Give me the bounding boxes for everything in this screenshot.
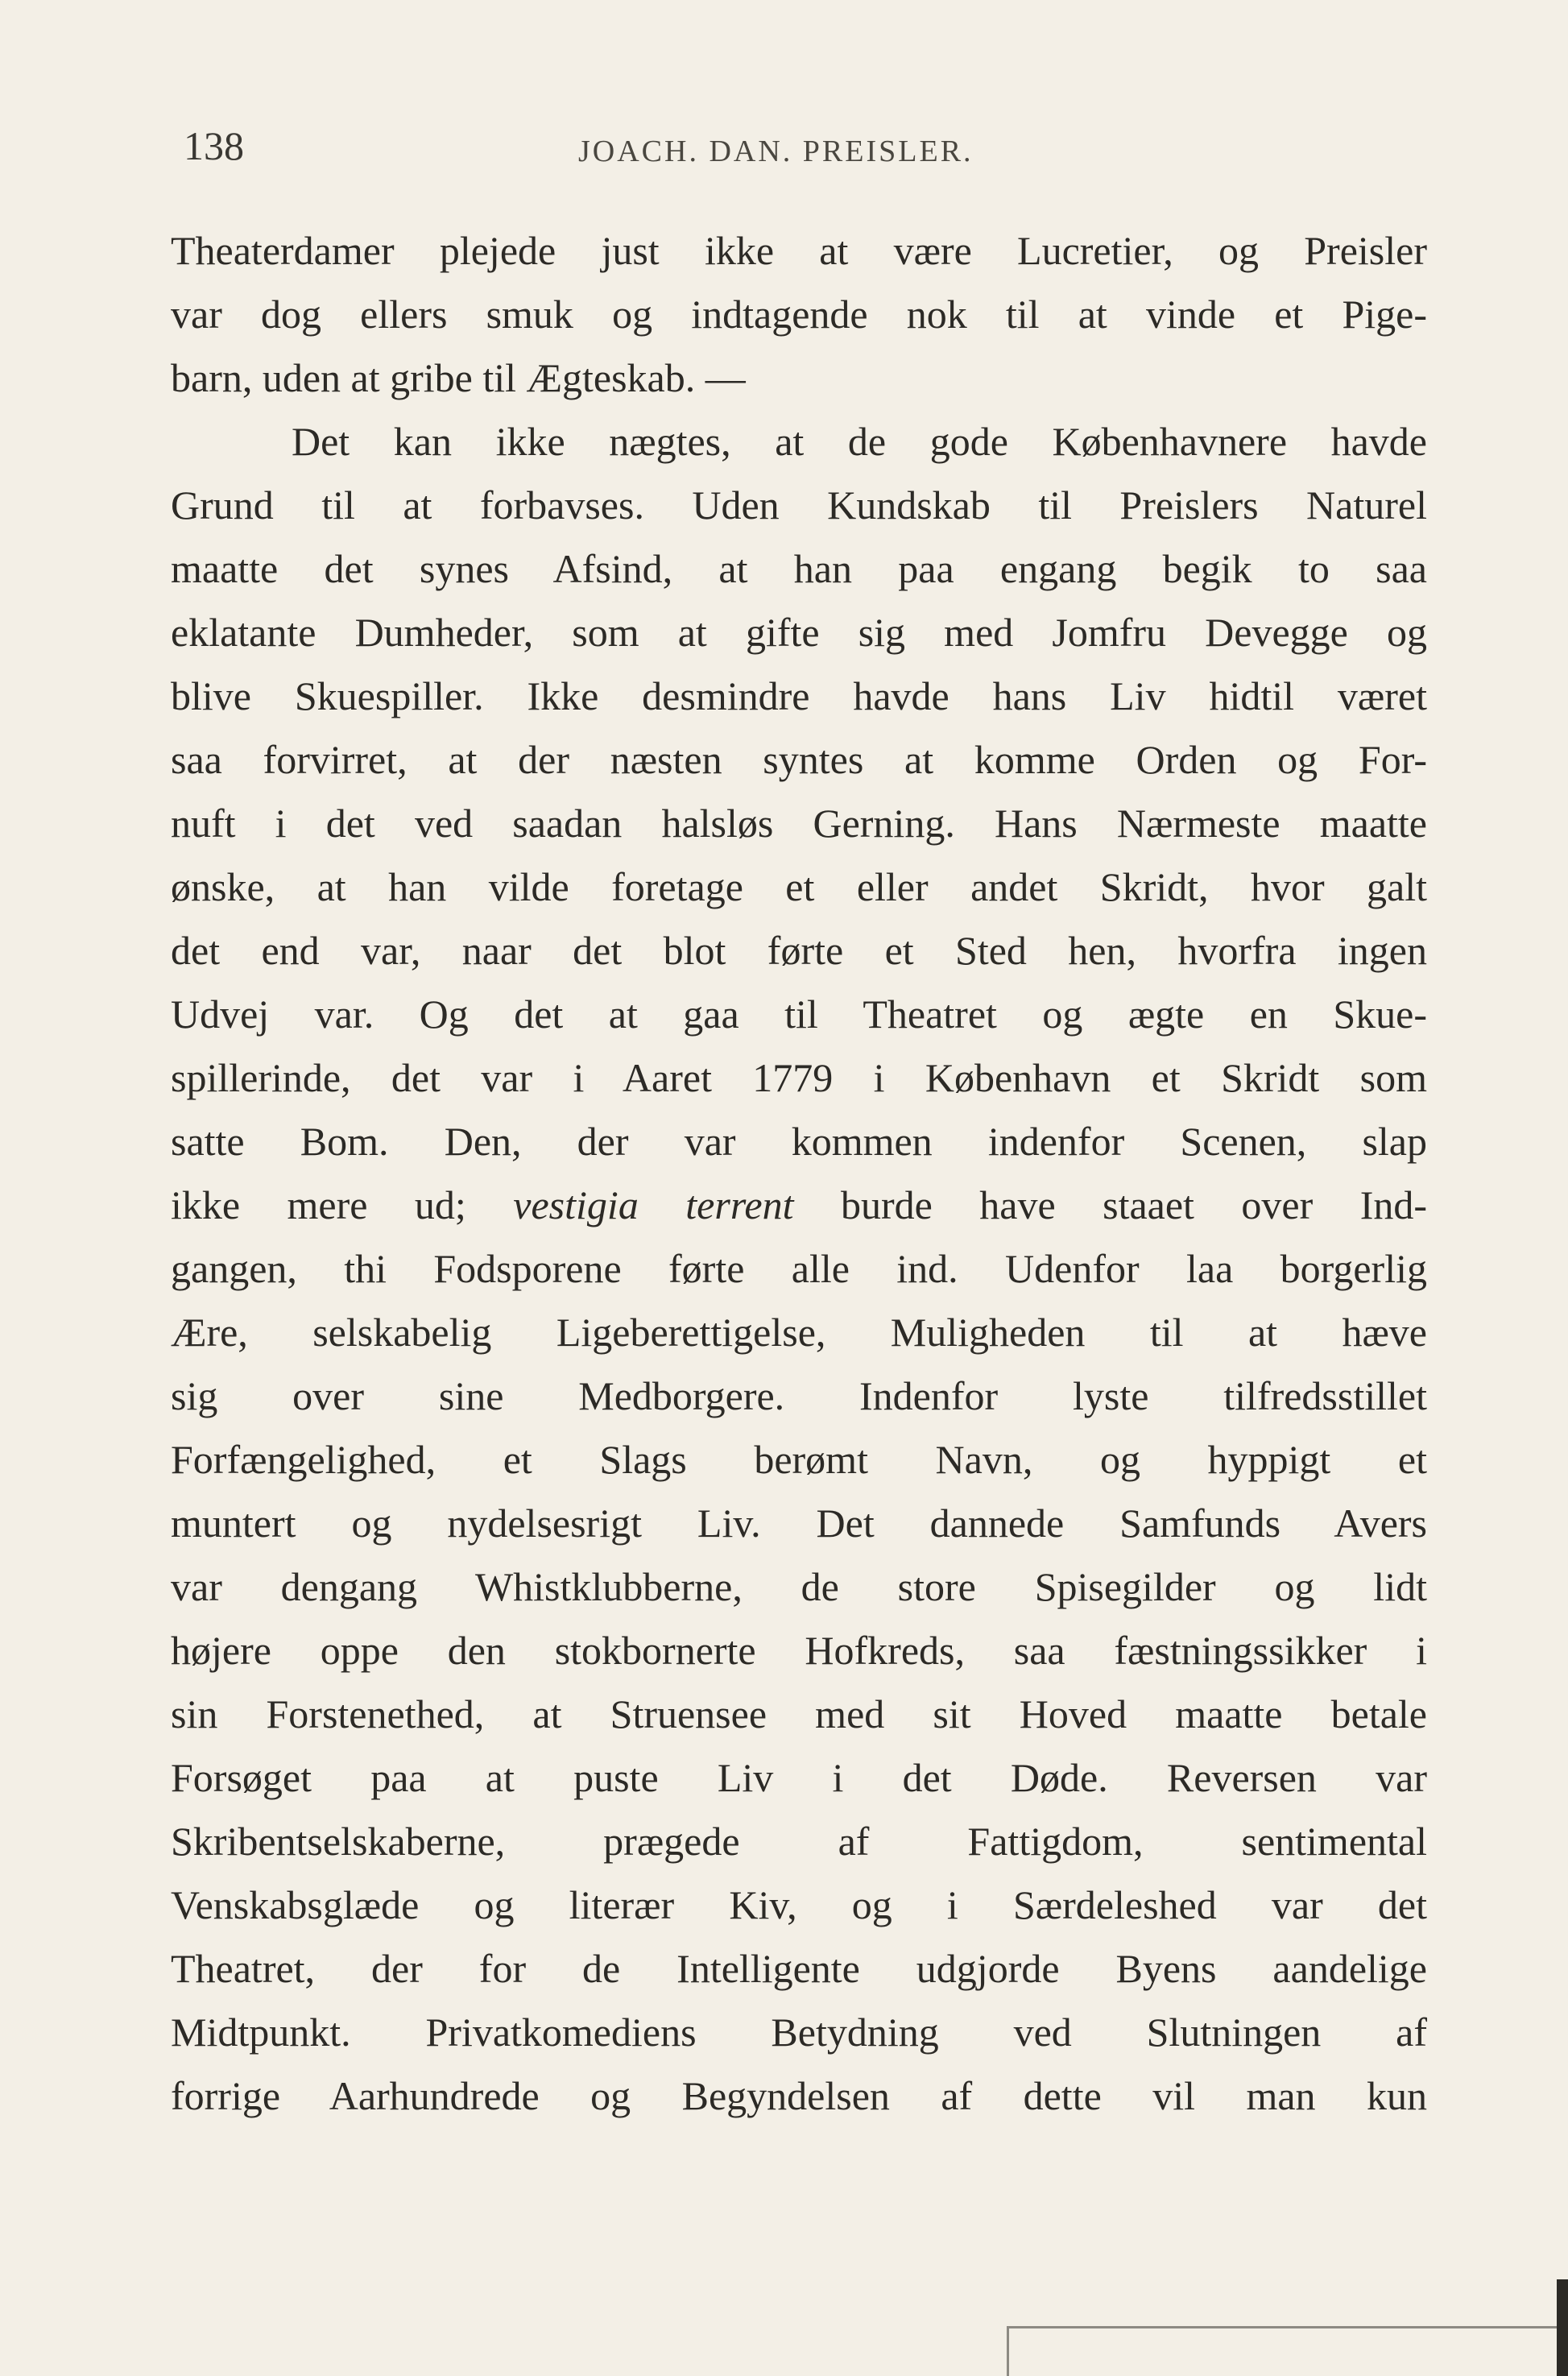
text-line: satte Bom. Den, der var kommen indenfor Scenen, slap: [171, 1119, 1427, 1164]
scan-edge-shadow: [1557, 2279, 1568, 2376]
text-line: Udvej var. Og det at gaa til Theatret og ægte en Skue-: [171, 991, 1427, 1037]
text-line: nuft i det ved saadan halsløs Gerning. Hans Nærmeste maatte: [171, 801, 1427, 846]
italic-phrase: vestigia terrent: [513, 1182, 794, 1227]
body-text: [171, 219, 1427, 2128]
text-line: Det kan ikke nægtes, at de gode Københavnere havde: [292, 419, 1427, 464]
text-line: saa forvirret, at der næsten syntes at komme Orden og For-: [171, 737, 1427, 782]
scan-edge-rule-vertical: [1007, 2326, 1009, 2376]
text-line: Theatret, der for de Intelligente udgjorde Byens aandelige: [171, 1946, 1427, 1991]
text-line: Skribentselskaberne, prægede af Fattigdom, sentimental: [171, 1819, 1427, 1864]
text-line: maatte det synes Afsind, at han paa engang begik to saa: [171, 546, 1427, 591]
text-segment: burde have staaet over Ind-: [793, 1182, 1428, 1227]
text-line: blive Skuespiller. Ikke desmindre havde hans Liv hidtil været: [171, 673, 1427, 718]
text-line: forrige Aarhundrede og Begyndelsen af dette vil man kun: [171, 2073, 1427, 2118]
text-line: det end var, naar det blot førte et Sted hen, hvorfra ingen: [171, 928, 1427, 973]
text-line: Forfængelighed, et Slags berømt Navn, og hyppigt et: [171, 1437, 1427, 1482]
text-line: spillerinde, det var i Aaret 1779 i København et Skridt som: [171, 1055, 1427, 1100]
text-line: var dog ellers smuk og indtagende nok til at vinde et Pige-: [171, 292, 1427, 337]
running-head: JOACH. DAN. PREISLER.: [578, 135, 974, 168]
text-line: var dengang Whistklubberne, de store Spisegilder og lidt: [171, 1564, 1427, 1609]
text-line: sin Forstenethed, at Struensee med sit Hoved maatte betale: [171, 1691, 1427, 1736]
text-line: Grund til at forbavses. Uden Kundskab til Preislers Naturel: [171, 482, 1427, 528]
page-number: 138: [184, 123, 244, 168]
text-line: barn, uden at gribe til Ægteskab. —: [171, 355, 746, 400]
text-line: Venskabsglæde og literær Kiv, og i Særdeleshed var det: [171, 1882, 1427, 1927]
text-line: muntert og nydelsesrigt Liv. Det dannede Samfunds Avers: [171, 1501, 1427, 1546]
text-line: sig over sine Medborgere. Indenfor lyste tilfredsstillet: [171, 1373, 1427, 1418]
text-line: ønske, at han vilde foretage et eller andet Skridt, hvor galt: [171, 864, 1427, 909]
text-line: gangen, thi Fodsporene førte alle ind. Udenfor laa borgerlig: [171, 1246, 1427, 1291]
text-line-with-italic: [171, 1174, 1427, 1237]
text-line: Theaterdamer plejede just ikke at være Lucretier, og Preisler: [171, 228, 1427, 273]
text-line: Midtpunkt. Privatkomediens Betydning ved Slutningen af: [171, 2010, 1427, 2055]
scan-edge-rule: [1007, 2326, 1568, 2328]
text-line: eklatante Dumheder, som at gifte sig med Jomfru Devegge og: [171, 610, 1427, 655]
text-line: Forsøget paa at puste Liv i det Døde. Reversen var: [171, 1755, 1427, 1800]
page-header: [184, 122, 1424, 179]
text-line: Ære, selskabelig Ligeberettigelse, Muligheden til at hæve: [171, 1310, 1427, 1355]
text-segment: ikke mere ud;: [171, 1182, 514, 1227]
text-line: højere oppe den stokbornerte Hofkreds, saa fæstningssikker i: [171, 1628, 1427, 1673]
